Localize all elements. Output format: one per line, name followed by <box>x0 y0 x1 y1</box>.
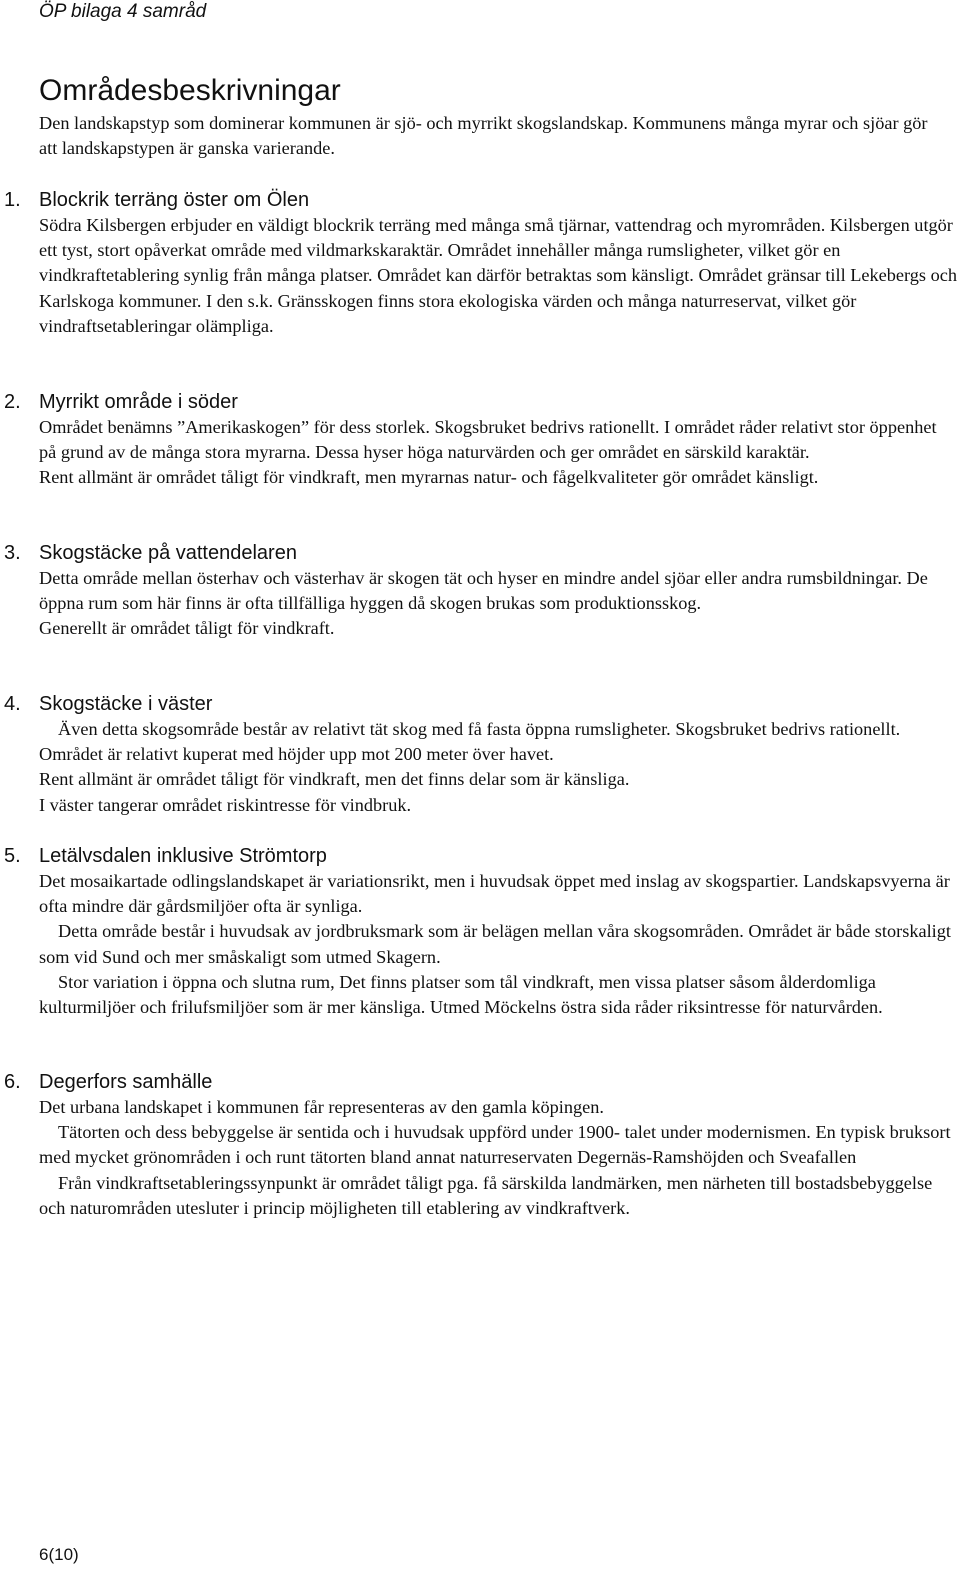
section-3 <box>0 540 960 642</box>
section-body <box>39 1095 957 1221</box>
section-heading <box>0 691 960 717</box>
page-header: ÖP bilaga 4 samråd <box>39 1 207 22</box>
section-4 <box>0 691 960 818</box>
paragraph: I väster tangerar området riskintresse för vindbruk. <box>39 794 412 815</box>
paragraph: Det mosaikartade odlingslandskapet är variationsrikt, men i huvudsak öppet med inslag av skogspartier. Landskapsvyerna är ofta mindre där gårdsmiljöer ofta är synliga. <box>39 871 950 917</box>
section-number: 3. <box>4 542 21 564</box>
section-heading <box>0 540 960 566</box>
section-body <box>39 869 957 1020</box>
section-body <box>39 415 957 491</box>
section-body <box>39 213 957 339</box>
section-heading <box>0 1069 960 1095</box>
paragraph: Området benämns ”Amerikaskogen” för dess storlek. Skogsbruket bedrivs rationellt. I området råder relativt stor öppenhet på grund av de många stora myrarna. Dessa hyser höga naturvärden och ger området en särskild karaktär. <box>39 417 937 463</box>
paragraph: Generellt är området tåligt för vindkraft. <box>39 618 335 639</box>
section-number: 6. <box>4 1071 21 1093</box>
section-number: 2. <box>4 391 21 413</box>
paragraph: Rent allmänt är området tåligt för vindkraft, men det finns delar som är känsliga. <box>39 769 630 790</box>
section-2 <box>0 389 960 491</box>
section-number: 5. <box>4 845 21 867</box>
section-title: Letälvsdalen inklusive Strömtorp <box>39 845 327 867</box>
section-1 <box>0 187 960 339</box>
section-title: Skogstäcke i väster <box>39 693 213 715</box>
page-number: 6(10) <box>39 1545 79 1564</box>
section-title: Degerfors samhälle <box>39 1071 213 1093</box>
paragraph: Södra Kilsbergen erbjuder en väldigt blockrik terräng med många små tjärnar, vattendrag och myrområden. Kilsbergen utgör ett tyst, stort opåverkat område med vildmarkskaraktär. Området innehåller många rumsligheter, vilket gör en vindkraftetablering synlig från många platser. Området kan därför betraktas som känsligt. Området gränsar till Lekebergs och Karlskoga kommuner. I den s.k. Gränsskogen finns stora ekologiska värden och många naturreservat, vilket gör vindraftsetableringar olämpliga. <box>39 215 957 336</box>
paragraph: Tätorten och dess bebyggelse är sentida och i huvudsak uppförd under 1900- talet under modernismen. En typisk bruksort med mycket grönområden i och runt tätorten bland annat naturreservaten Degernäs-Ramshöjden och Sveafallen <box>39 1122 951 1168</box>
section-title: Blockrik terräng öster om Ölen <box>39 189 310 211</box>
section-5 <box>0 843 960 1020</box>
paragraph: Stor variation i öppna och slutna rum, Det finns platser som tål vindkraft, men vissa platser såsom ålderdomliga kulturmiljöer och frilufsmiljöer som är mer känsliga. Utmed Möckelns östra sida råder riksintresse för naturvården. <box>39 971 883 1018</box>
section-title: Myrrikt område i söder <box>39 391 238 413</box>
paragraph: Från vindkraftsetableringssynpunkt är området tåligt pga. få särskilda landmärken, men närheten till bostadsbebyggelse och naturområden utesluter i princip möjligheten till etablering av vindkraftverk. <box>39 1172 933 1218</box>
section-body <box>39 566 957 642</box>
section-title: Skogstäcke på vattendelaren <box>39 542 297 564</box>
paragraph: Rent allmänt är området tåligt för vindkraft, men myrarnas natur- och fågelkvaliteter gör området känsligt. <box>39 467 819 488</box>
section-heading <box>0 843 960 869</box>
paragraph: Detta område består i huvudsak av jordbruksmark som är belägen mellan våra skogsområden. Området är både storskaligt som vid Sund och mer småskaligt som utmed Skagern. <box>39 921 951 967</box>
paragraph: Även detta skogsområde består av relativt tät skog med få fasta öppna rumsligheter. Skogsbruket bedrivs rationellt. Området är relativt kuperat med höjder upp mot 200 meter över havet. <box>39 719 901 765</box>
section-heading <box>0 187 960 213</box>
section-number: 4. <box>4 693 21 715</box>
section-number: 1. <box>4 189 21 211</box>
intro-paragraph: Den landskapstyp som dominerar kommunen är sjö- och myrrikt skogslandskap. Kommunens många myrar och sjöar gör att landskapstypen är ganska varierande. <box>39 113 928 159</box>
section-body <box>39 717 957 818</box>
page-title: Områdesbeskrivningar <box>39 74 341 107</box>
section-heading <box>0 389 960 415</box>
section-6 <box>0 1069 960 1221</box>
paragraph: Det urbana landskapet i kommunen får representeras av den gamla köpingen. <box>39 1097 604 1117</box>
paragraph: Detta område mellan österhav och västerhav är skogen tät och hyser en mindre andel sjöar eller andra rumsbildningar. De öppna rum som här finns är ofta tillfälliga hyggen då skogen brukas som produktionsskog. <box>39 568 928 614</box>
